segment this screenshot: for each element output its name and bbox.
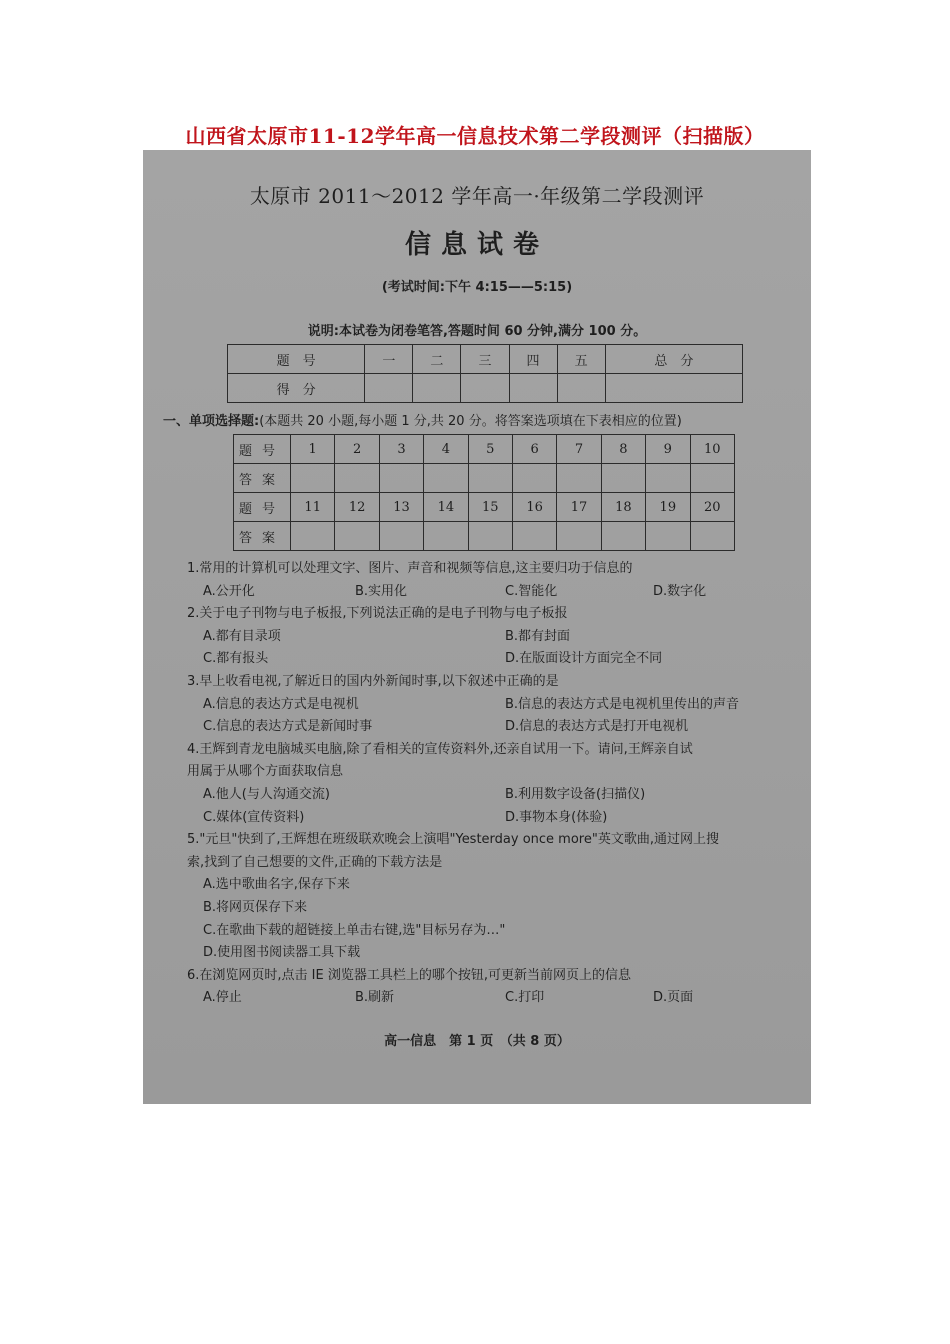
section-1-heading xyxy=(163,410,682,429)
answer-table-number: 8 xyxy=(601,435,645,464)
answer-cell[interactable] xyxy=(335,464,379,493)
question-option: A.都有目录项 xyxy=(203,628,281,644)
answer-cell[interactable] xyxy=(424,464,468,493)
score-cell: 得 分 xyxy=(228,374,365,403)
answer-table-number: 14 xyxy=(424,493,468,522)
answer-table-label: 题号 xyxy=(234,435,291,464)
question-option: A.公开化 xyxy=(203,583,255,599)
answer-table-answer-row xyxy=(234,464,735,493)
answer-cell[interactable] xyxy=(601,464,645,493)
question-option: C.智能化 xyxy=(505,583,558,599)
score-cell: 五 xyxy=(557,345,605,374)
question-option: B.实用化 xyxy=(355,583,408,599)
answer-table-label: 答案 xyxy=(234,522,291,551)
scanned-exam-page xyxy=(143,150,811,1104)
answer-table-number: 3 xyxy=(379,435,423,464)
question-option: B.刷新 xyxy=(355,990,395,1006)
score-cell: 二 xyxy=(413,345,461,374)
score-table-row-1 xyxy=(228,345,743,374)
question-option: C.在歌曲下载的超链接上单击右键,选"目标另存为…" xyxy=(203,922,506,938)
score-cell xyxy=(413,374,461,403)
answer-cell[interactable] xyxy=(468,464,512,493)
question-option: D.数字化 xyxy=(653,583,707,599)
answer-cell[interactable] xyxy=(512,464,556,493)
answer-cell[interactable] xyxy=(291,464,335,493)
question-option: C.信息的表达方式是新闻时事 xyxy=(203,719,373,735)
answer-table-number-row xyxy=(234,435,735,464)
answer-cell[interactable] xyxy=(379,464,423,493)
exam-header: 太原市 2011～2012 学年高一·年级第二学段测评 xyxy=(249,184,705,208)
answer-table-number: 11 xyxy=(291,493,335,522)
answer-cell[interactable] xyxy=(335,522,379,551)
question-text: 3.早上收看电视,了解近日的国内外新闻时事,以下叙述中正确的是 xyxy=(187,674,559,689)
answer-cell[interactable] xyxy=(512,522,556,551)
question-option: B.信息的表达方式是电视机里传出的声音 xyxy=(505,696,740,712)
exam-subject: 信息试卷 xyxy=(404,230,549,260)
question-option: D.事物本身(体验) xyxy=(505,809,608,825)
answer-table-number: 7 xyxy=(557,435,601,464)
question-option: C.都有报头 xyxy=(203,651,269,667)
question-text: 索,找到了自己想要的文件,正确的下载方法是 xyxy=(187,854,443,870)
question-option: D.使用图书阅读器工具下载 xyxy=(203,945,361,961)
question-option: B.都有封面 xyxy=(505,628,571,644)
question-option: A.选中歌曲名字,保存下来 xyxy=(203,877,350,893)
answer-cell[interactable] xyxy=(690,464,734,493)
question-text: 4.王辉到青龙电脑城买电脑,除了看相关的宣传资料外,还亲自试用一下。请问,王辉亲自试 xyxy=(187,741,693,757)
score-cell: 四 xyxy=(509,345,557,374)
answer-table-number: 17 xyxy=(557,493,601,522)
question-text: 2.关于电子刊物与电子板报,下列说法正确的是电子刊物与电子板报 xyxy=(187,606,568,622)
answer-table-number-row xyxy=(234,493,735,522)
exam-note: 说明:本试卷为闭卷笔答,答题时间 60 分钟,满分 100 分。 xyxy=(307,324,647,339)
question-option: C.媒体(宣传资料) xyxy=(203,809,305,825)
score-cell xyxy=(509,374,557,403)
question-option: C.打印 xyxy=(505,990,545,1006)
section-1-desc: (本题共 20 小题,每小题 1 分,共 20 分。将答案选项填在下表相应的位置) xyxy=(259,414,682,429)
question-option: A.停止 xyxy=(203,990,242,1006)
exam-time: (考试时间:下午 4:15——5:15) xyxy=(381,280,573,295)
question-text: 用属于从哪个方面获取信息 xyxy=(187,764,344,780)
answer-table-number: 9 xyxy=(646,435,690,464)
answer-cell[interactable] xyxy=(291,522,335,551)
question-option: D.在版面设计方面完全不同 xyxy=(505,651,663,667)
answer-table-number: 20 xyxy=(690,493,734,522)
score-cell xyxy=(605,374,742,403)
score-cell xyxy=(461,374,509,403)
score-table-row-2 xyxy=(228,374,743,403)
answer-table-number: 16 xyxy=(512,493,556,522)
question-option: A.信息的表达方式是电视机 xyxy=(203,696,359,712)
question-text: 1.常用的计算机可以处理文字、图片、声音和视频等信息,这主要归功于信息的 xyxy=(187,561,633,576)
question-text: 5."元旦"快到了,王辉想在班级联欢晚会上演唱"Yesterday once more"英文歌曲,通过网上搜 xyxy=(187,832,719,848)
answer-cell[interactable] xyxy=(646,464,690,493)
answer-cell[interactable] xyxy=(379,522,423,551)
answer-table-label: 题号 xyxy=(234,493,291,522)
score-cell xyxy=(365,374,413,403)
answer-table-number: 6 xyxy=(512,435,556,464)
answer-table-number: 18 xyxy=(601,493,645,522)
score-cell xyxy=(557,374,605,403)
answer-cell[interactable] xyxy=(424,522,468,551)
answer-cell[interactable] xyxy=(557,464,601,493)
section-1-title: 一、单项选择题: xyxy=(163,414,260,429)
answer-table-answer-row xyxy=(234,522,735,551)
question-option: B.利用数字设备(扫描仪) xyxy=(505,787,646,802)
answer-table-number: 19 xyxy=(646,493,690,522)
answer-table-number: 12 xyxy=(335,493,379,522)
answer-table xyxy=(233,434,735,551)
answer-cell[interactable] xyxy=(557,522,601,551)
answer-cell[interactable] xyxy=(601,522,645,551)
question-option: A.他人(与人沟通交流) xyxy=(203,787,330,802)
answer-table-number: 1 xyxy=(291,435,335,464)
answer-cell[interactable] xyxy=(646,522,690,551)
question-option: D.信息的表达方式是打开电视机 xyxy=(505,719,689,735)
score-cell: 一 xyxy=(365,345,413,374)
answer-table-number: 5 xyxy=(468,435,512,464)
question-option: D.页面 xyxy=(653,990,694,1006)
score-cell: 题 号 xyxy=(228,345,365,374)
document-title: 山西省太原市11-12学年高一信息技术第二学段测评（扫描版） xyxy=(185,124,765,148)
score-cell: 总 分 xyxy=(605,345,742,374)
question-option: B.将网页保存下来 xyxy=(203,900,308,915)
question-text: 6.在浏览网页时,点击 IE 浏览器工具栏上的哪个按钮,可更新当前网页上的信息 xyxy=(187,967,631,983)
answer-table-number: 2 xyxy=(335,435,379,464)
score-table xyxy=(227,344,743,403)
answer-table-number: 4 xyxy=(424,435,468,464)
answer-table-number: 10 xyxy=(690,435,734,464)
score-cell: 三 xyxy=(461,345,509,374)
answer-table-number: 15 xyxy=(468,493,512,522)
answer-table-number: 13 xyxy=(379,493,423,522)
page-footer: 高一信息 第 1 页 （共 8 页） xyxy=(384,1034,570,1049)
answer-cell[interactable] xyxy=(690,522,734,551)
answer-cell[interactable] xyxy=(468,522,512,551)
answer-table-label: 答案 xyxy=(234,464,291,493)
